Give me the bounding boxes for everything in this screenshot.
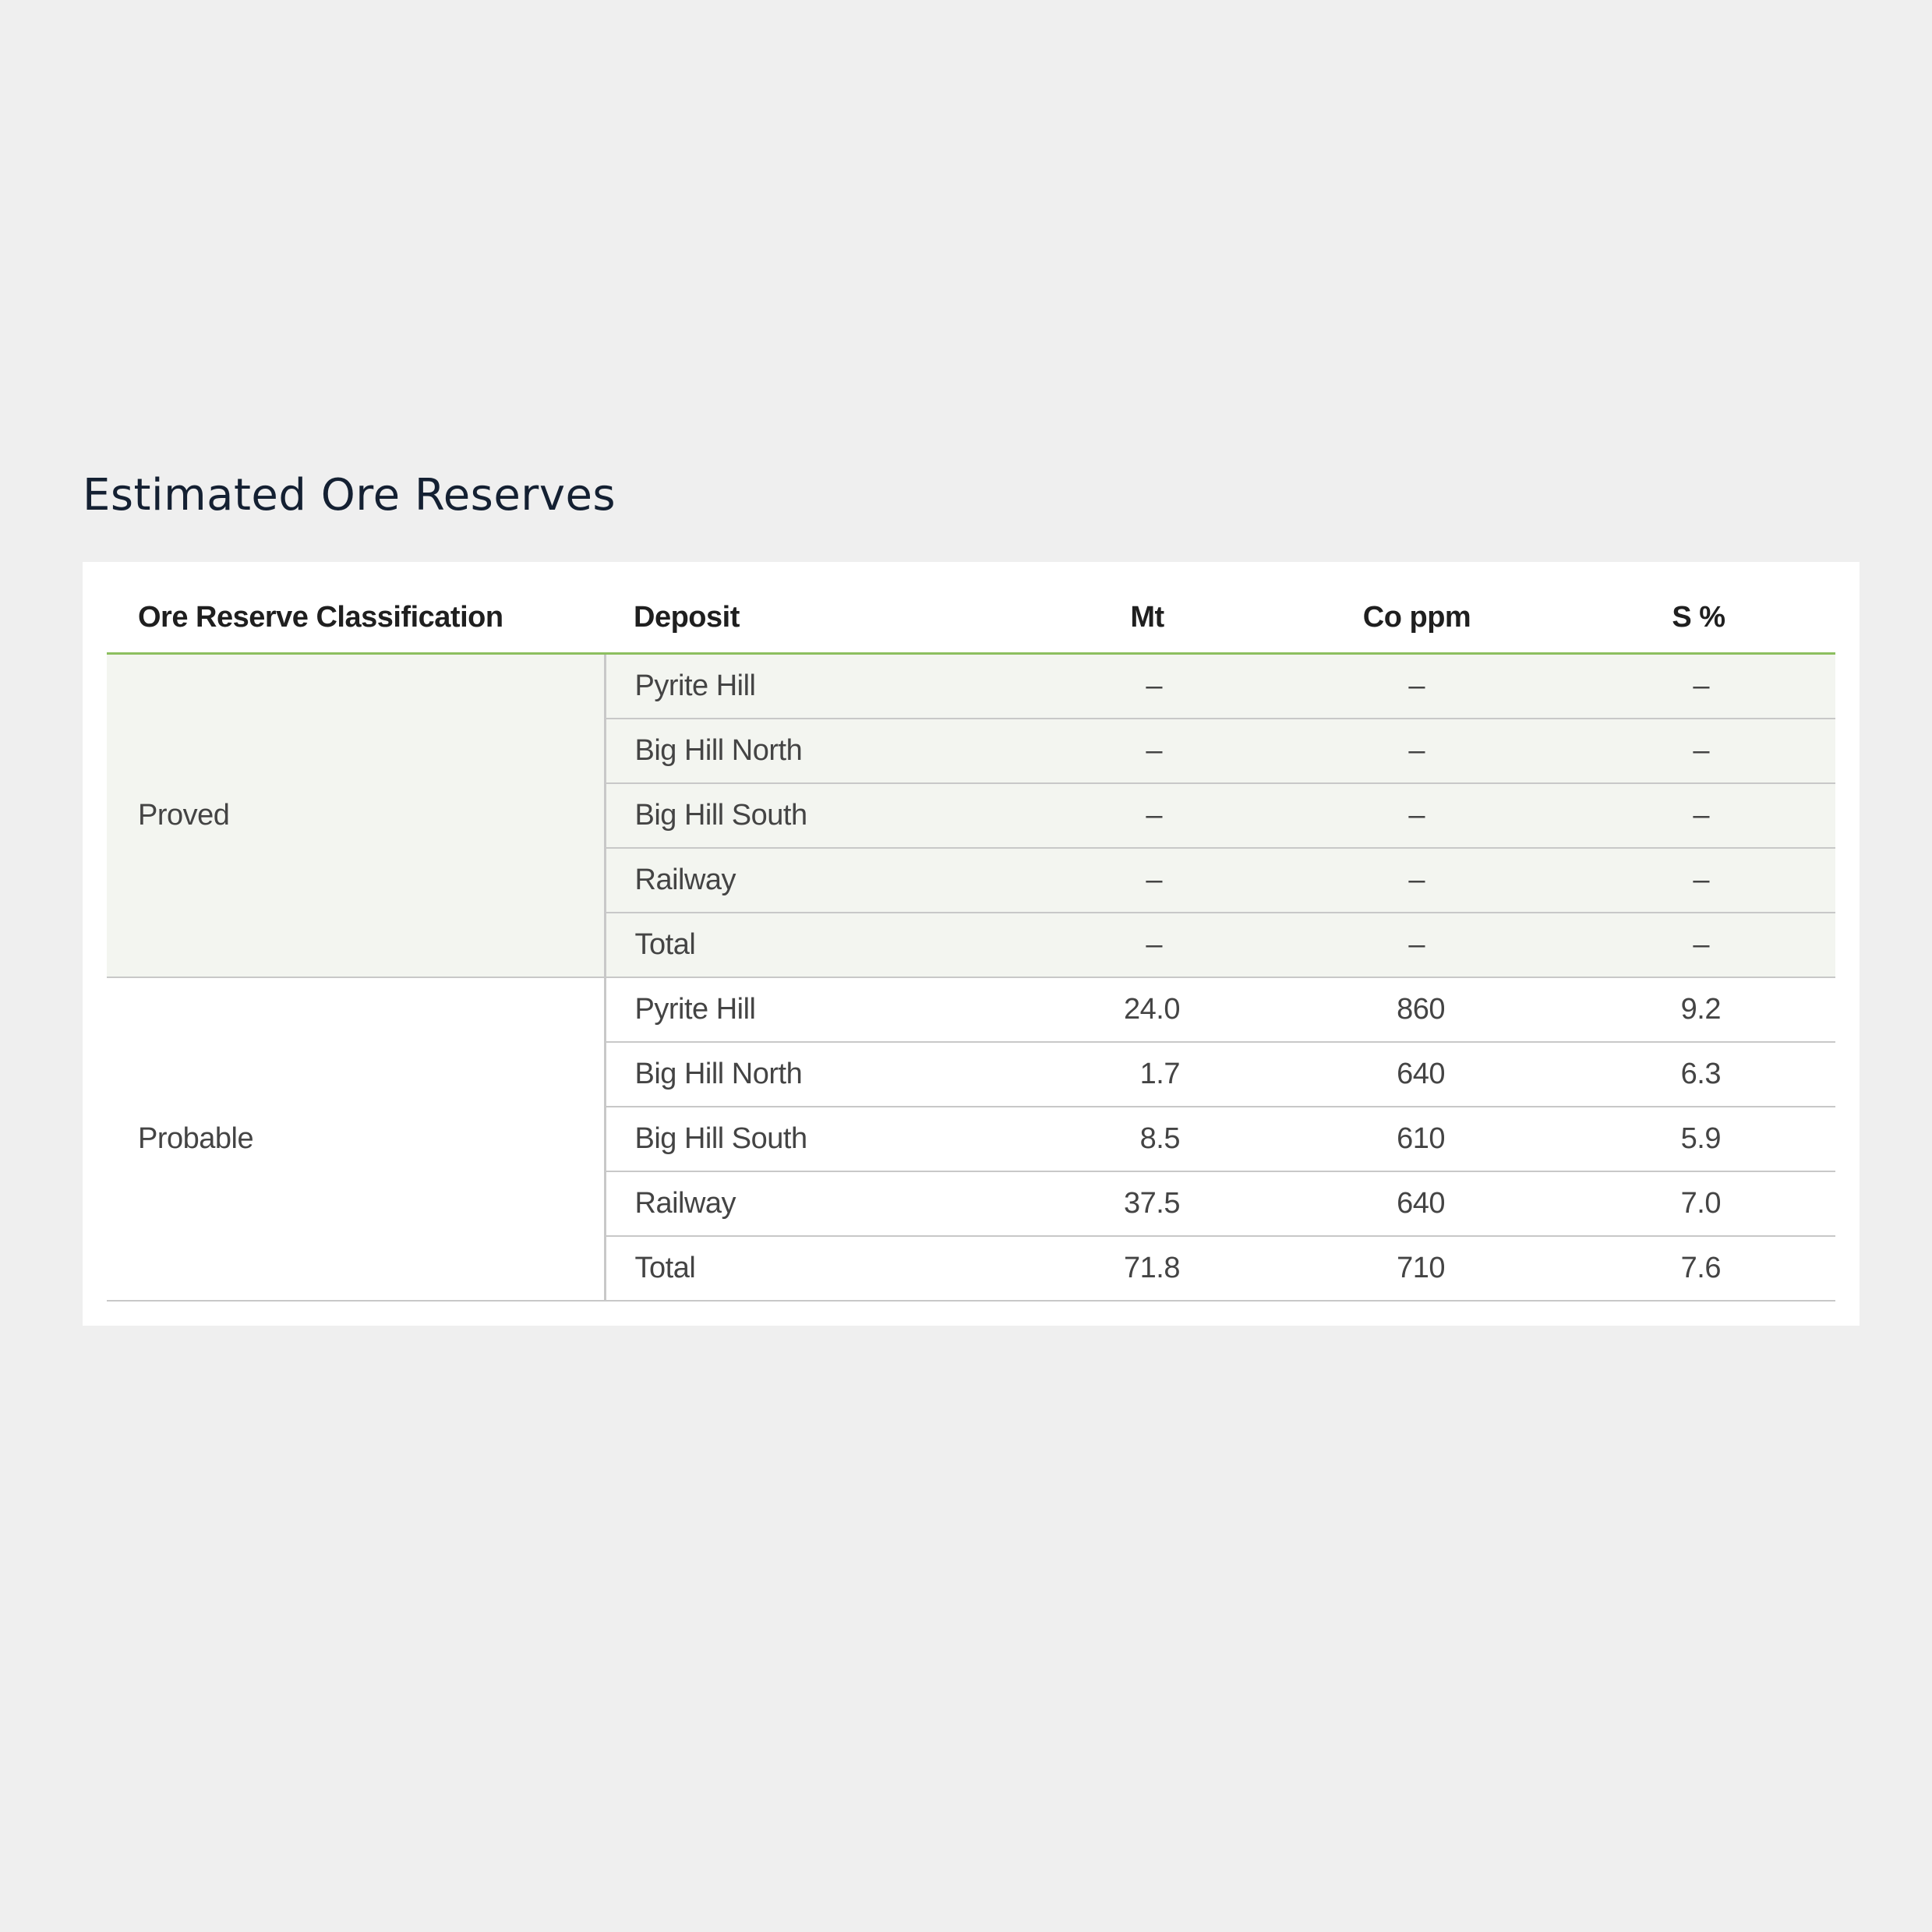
- mt-cell: 37.5: [1023, 1171, 1272, 1236]
- header-classification: Ore Reserve Classification: [107, 582, 605, 654]
- s-pct-cell: 9.2: [1562, 977, 1835, 1042]
- table-row: [107, 977, 1835, 1042]
- deposit-cell: Total: [605, 913, 1023, 977]
- co-ppm-cell: 860: [1272, 977, 1562, 1042]
- header-mt: Mt: [1023, 582, 1272, 654]
- deposit-cell: Pyrite Hill: [605, 977, 1023, 1042]
- co-ppm-cell: –: [1272, 913, 1562, 977]
- co-ppm-cell: 640: [1272, 1171, 1562, 1236]
- s-pct-cell: 7.6: [1562, 1236, 1835, 1301]
- probable-group: [107, 977, 1835, 1301]
- mt-cell: –: [1023, 913, 1272, 977]
- table-row: [107, 654, 1835, 719]
- header-deposit: Deposit: [605, 582, 1023, 654]
- s-pct-cell: –: [1562, 848, 1835, 913]
- co-ppm-cell: –: [1272, 719, 1562, 783]
- section-title: Estimated Ore Reserves: [83, 470, 616, 521]
- s-pct-cell: –: [1562, 913, 1835, 977]
- deposit-cell: Total: [605, 1236, 1023, 1301]
- deposit-cell: Railway: [605, 1171, 1023, 1236]
- s-pct-cell: –: [1562, 719, 1835, 783]
- co-ppm-cell: –: [1272, 783, 1562, 848]
- classification-cell-probable: Probable: [107, 977, 605, 1301]
- co-ppm-cell: 610: [1272, 1107, 1562, 1171]
- deposit-cell: Railway: [605, 848, 1023, 913]
- deposit-cell: Big Hill South: [605, 783, 1023, 848]
- mt-cell: 1.7: [1023, 1042, 1272, 1107]
- ore-reserves-table: [107, 582, 1835, 1302]
- reserves-card: [83, 562, 1860, 1326]
- deposit-cell: Pyrite Hill: [605, 654, 1023, 719]
- mt-cell: –: [1023, 848, 1272, 913]
- s-pct-cell: –: [1562, 783, 1835, 848]
- proved-group: [107, 654, 1835, 978]
- deposit-cell: Big Hill North: [605, 719, 1023, 783]
- co-ppm-cell: –: [1272, 848, 1562, 913]
- s-pct-cell: –: [1562, 654, 1835, 719]
- header-row: [107, 582, 1835, 654]
- mt-cell: 24.0: [1023, 977, 1272, 1042]
- header-s-pct: S %: [1562, 582, 1835, 654]
- deposit-cell: Big Hill North: [605, 1042, 1023, 1107]
- deposit-cell: Big Hill South: [605, 1107, 1023, 1171]
- mt-cell: 8.5: [1023, 1107, 1272, 1171]
- mt-cell: –: [1023, 719, 1272, 783]
- co-ppm-cell: –: [1272, 654, 1562, 719]
- s-pct-cell: 5.9: [1562, 1107, 1835, 1171]
- table-header: [107, 582, 1835, 654]
- co-ppm-cell: 640: [1272, 1042, 1562, 1107]
- classification-cell-proved: Proved: [107, 654, 605, 978]
- s-pct-cell: 6.3: [1562, 1042, 1835, 1107]
- header-co-ppm: Co ppm: [1272, 582, 1562, 654]
- co-ppm-cell: 710: [1272, 1236, 1562, 1301]
- mt-cell: 71.8: [1023, 1236, 1272, 1301]
- mt-cell: –: [1023, 654, 1272, 719]
- s-pct-cell: 7.0: [1562, 1171, 1835, 1236]
- mt-cell: –: [1023, 783, 1272, 848]
